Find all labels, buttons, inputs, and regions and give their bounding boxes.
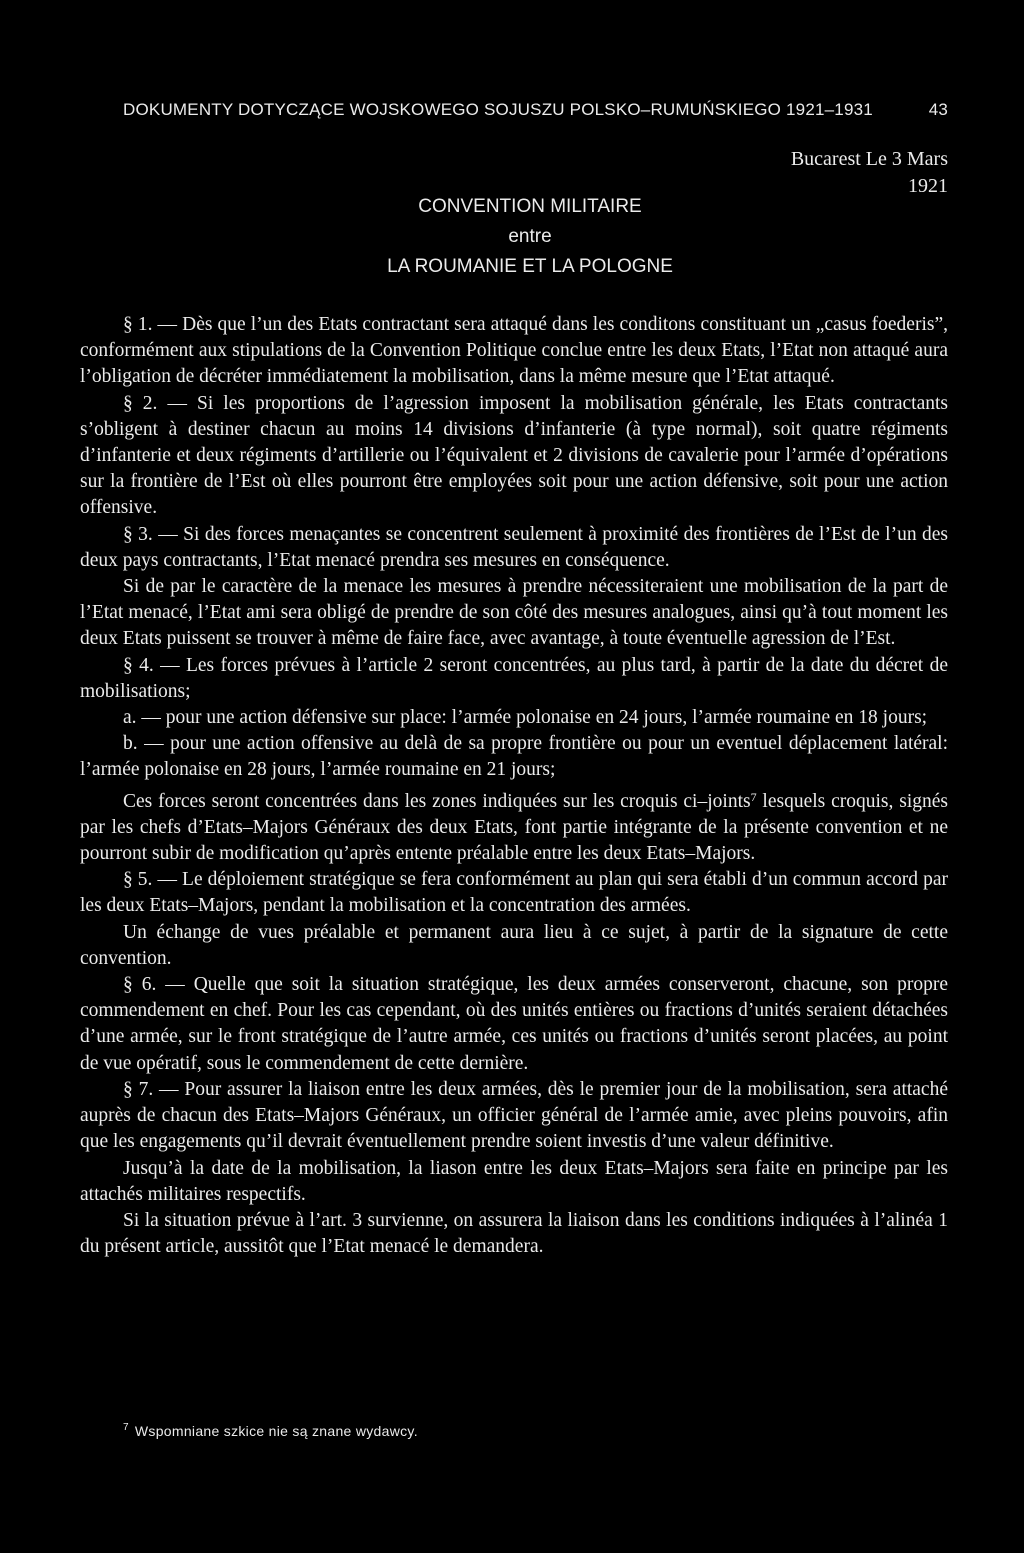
paragraph-7: § 7. — Pour assurer la liaison entre les deux armées, dès le premier jour de la mobilisation, sera attaché auprès de chacun des Etats–Majors Généraux, un officier général de l’armée amie, avec pleins pouvoirs, afin que les engagements qu’il devrait éventuellement prendre soient investis d’une valeur définitive.	[80, 1078, 948, 1153]
paragraph-4a: a. — pour une action défensive sur place: l’armée polonaise en 24 jours, l’armée roumaine en 18 jours;	[123, 707, 928, 729]
footnote-text: Wspomniane szkice nie są znane wydawcy.	[134, 1423, 418, 1439]
footnote-reference[interactable]: 7	[750, 789, 757, 804]
page-number: 43	[928, 100, 948, 119]
paragraph-5: § 5. — Le déploiement stratégique se fera conformément au plan qui sera établi d’un commun accord par les deux Etats–Majors, pendant la mobilisation et la concentration des armées.	[80, 869, 948, 917]
title-line-2: entre	[508, 226, 552, 247]
paragraph-4b: b. — pour une action offensive au delà de sa propre frontière ou pour un eventuel déplacement latéral: l’armée polonaise en 28 jours, l’armée roumaine en 21 jours;	[80, 733, 948, 781]
running-header	[123, 100, 948, 120]
paragraph-3b: Si de par le caractère de la menace les mesures à prendre nécessiteraient une mobilisation de la part de l’Etat menacé, l’Etat ami sera obligé de prendre de son côté des mesures analogues, ainsi qu’à tout moment les deux Etats puissent se trouver à même de faire face, avec avantage, à toute éventuelle agression de l’Est.	[80, 576, 948, 650]
paragraph-1: § 1. — Dès que l’un des Etats contractant sera attaqué dans les conditons constituant un „casus foederis”, conformément aux stipulations de la Convention Politique conclue entre les deux Etats, l’Etat non attaqué aura l’obligation de décréter immédiatement la mobilisation, dans la même mesure que l’Etat attaqué.	[80, 314, 948, 388]
place-date-line: Bucarest Le 3 Mars	[790, 148, 948, 170]
document-title	[330, 192, 730, 282]
document-body	[80, 312, 948, 1260]
paragraph-4: § 4. — Les forces prévues à l’article 2 seront concentrées, au plus tard, à partir de la date du décret de mobilisations;	[80, 654, 948, 702]
paragraph-2: § 2. — Si les proportions de l’agression imposent la mobilisation générale, les Etats contractants s’obligent à destiner chacun au moins 14 divisions d’infanterie (à type normal), soit quatre régiments d’infanterie et deux régiments d’artillerie ou l’équivalent et 2 divisions de cavalerie pour l’armée d’opérations sur la frontière de l’Est où elles pourront être employées soit pour une action défensive, soit pour une action offensive.	[80, 392, 948, 519]
croquis-text-after: lesquels croquis, signés par les chefs d’Etats–Majors Généraux des deux Etats, font partie intégrante de la présente convention et ne pourront subir de modification qu’après entente préalable entre les deux Etats–Majors.	[80, 790, 948, 865]
place-date-year: 1921	[908, 175, 948, 197]
paragraph-croquis	[80, 784, 948, 868]
paragraph-7c: Si la situation prévue à l’art. 3 survienne, on assurera la liaison dans les conditions indiquées à l’alinéa 1 du présent article, aussitôt que l’Etat menacé le demandera.	[80, 1209, 948, 1258]
title-line-1: CONVENTION MILITAIRE	[418, 196, 642, 217]
footnote	[123, 1422, 418, 1439]
running-title: DOKUMENTY DOTYCZĄCE WOJSKOWEGO SOJUSZU POLSKO–RUMUŃSKIEGO 1921–1931	[123, 100, 873, 119]
paragraph-5b: Un échange de vues préalable et permanent aura lieu à ce sujet, à partir de la signature de cette convention.	[80, 921, 948, 969]
paragraph-7b: Jusqu’à la date de la mobilisation, la liason entre les deux Etats–Majors sera faite en principe par les attachés militaires respectifs.	[80, 1157, 948, 1205]
footnote-marker: 7	[123, 1422, 129, 1433]
paragraph-6: § 6. — Quelle que soit la situation stratégique, les deux armées conserveront, chacune, son propre commendement en chef. Pour les cas cependant, où des unités entières ou fractions d’unités seraient détachées d’une armée, sur le front stratégique de l’autre armée, ces unités ou fractions d’unités seront placées, au point de vue opératif, sous le commendement de cette dernière.	[80, 974, 948, 1074]
title-line-3: LA ROUMANIE ET LA POLOGNE	[387, 256, 673, 277]
place-date	[791, 146, 948, 200]
croquis-text-before: Ces forces seront concentrées dans les zones indiquées sur les croquis ci–joints	[123, 790, 751, 812]
paragraph-3: § 3. — Si des forces menaçantes se concentrent seulement à proximité des frontières de l’Est de l’un des deux pays contractants, l’Etat menacé prendra ses mesures en conséquence.	[80, 523, 948, 571]
